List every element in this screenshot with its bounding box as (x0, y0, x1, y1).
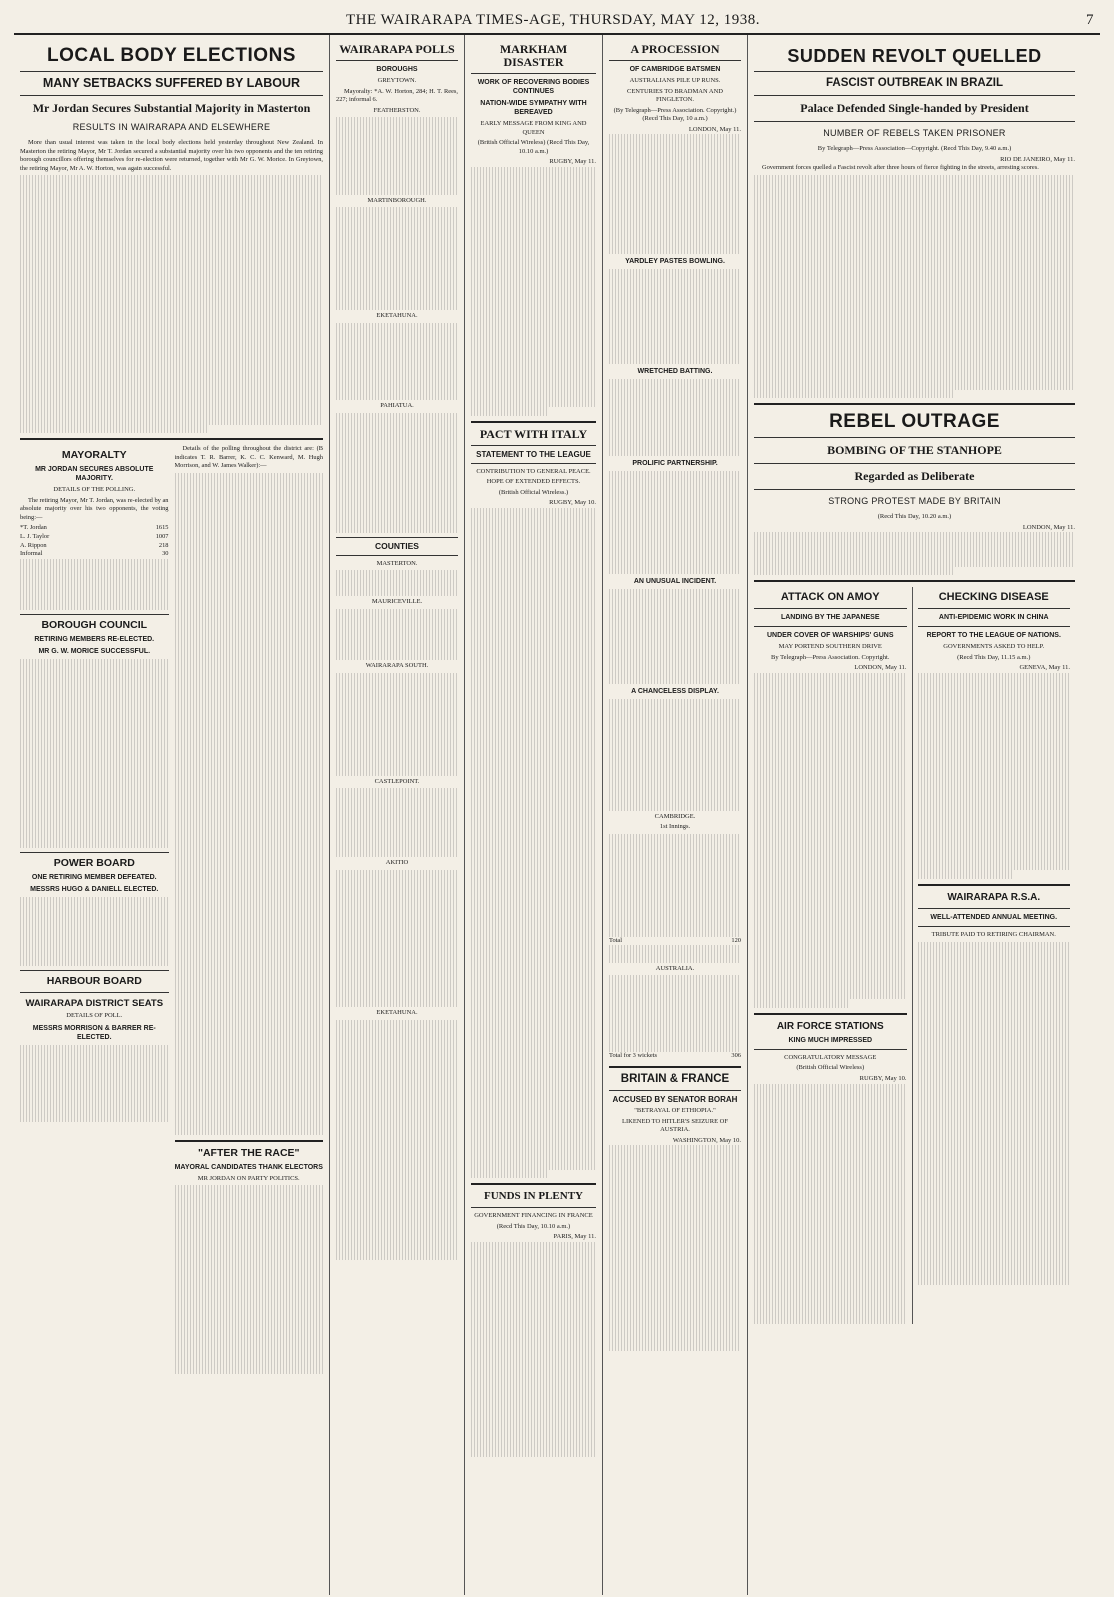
subhead-king-impressed: KING MUCH IMPRESSED (788, 1036, 873, 1044)
scorecard-australia: AUSTRALIA. (655, 964, 695, 972)
deck-results: RESULTS IN WAIRARAPA AND ELSEWHERE (72, 122, 271, 132)
heading-akitio: AKITIO (385, 859, 409, 867)
subhead-annual-meeting: WELL-ATTENDED ANNUAL MEETING. (930, 914, 1058, 922)
wire-credit: By Telegraph—Press Association. Copyright. (771, 653, 890, 661)
headline-wairarapa-rsa: WAIRARAPA R.S.A. (947, 892, 1041, 904)
dateline: LONDON, May 11. (688, 125, 741, 133)
dateline: RUGBY, May 10. (549, 499, 596, 507)
vote-row: A. Rippon 218 (20, 541, 169, 549)
subhead-prolific-partnership: PROLIFIC PARTNERSHIP. (632, 460, 718, 468)
vote-row: *T. Jordan 1615 (20, 524, 169, 532)
wire-credit: (British Official Wireless) (796, 1064, 865, 1072)
subhead-absolute-majority: MR JORDAN SECURES ABSOLUTE MAJORITY. (35, 466, 154, 483)
headline-checking-disease: CHECKING DISEASE (938, 591, 1049, 604)
page-number: 7 (1086, 12, 1094, 28)
heading-martinborough: MARTINBOROUGH. (367, 196, 427, 204)
subhead-betrayal: "BETRAYAL OF ETHIOPIA." (634, 1107, 716, 1114)
column-foreign-news (748, 35, 1081, 1595)
subhead-setbacks: MANY SETBACKS SUFFERED BY LABOUR (42, 76, 301, 90)
dateline: RIO DE JANEIRO, May 11. (1000, 155, 1075, 163)
headline-sudden-revolt: SUDDEN REVOLT QUELLED (787, 46, 1042, 66)
column-wairarapa-polls (330, 35, 465, 1595)
details-of-polling: DETAILS OF THE POLLING. (53, 486, 136, 494)
heading-wairarapa-south: WAIRARAPA SOUTH. (365, 662, 429, 670)
heading-masterton: MASTERTON. (376, 559, 418, 567)
wire-credit: (Recd This Day, 10.10 a.m.) (496, 1222, 571, 1230)
greytown-text: Mayoralty: *A. W. Horton, 284; H. T. Rees, 227; informal 6. (336, 87, 458, 104)
headline-air-force-stations: AIR FORCE STATIONS (776, 1020, 884, 1032)
dateline: PARIS, May 11. (553, 1233, 596, 1241)
subhead-one-defeated: ONE RETIRING MEMBER DEFEATED. (31, 874, 157, 882)
headline-rebel-outrage: REBEL OUTRAGE (829, 411, 1000, 433)
subhead-anti-epidemic: ANTI-EPIDEMIC WORK IN CHINA (938, 614, 1049, 622)
scorecard-first-innings: 1st Innings. (659, 823, 691, 831)
subhead-australians-runs: AUSTRALIANS PILE UP RUNS. (629, 77, 721, 84)
heading-eketahuna: EKETAHUNA. (376, 312, 418, 320)
headline-local-body-elections: LOCAL BODY ELECTIONS (47, 45, 296, 66)
wire-credit: (Recd This Day, 10.20 a.m.) (877, 513, 952, 521)
subhead-thank-electors: MAYORAL CANDIDATES THANK ELECTORS (174, 1163, 323, 1171)
subhead-king-and-queen: EARLY MESSAGE FROM KING AND QUEEN (480, 120, 587, 136)
heading-featherston: FEATHERSTON. (373, 106, 421, 114)
subhead-congratulatory: CONGRATULATORY MESSAGE (784, 1053, 877, 1061)
subhead-governments-help: GOVERNMENTS ASKED TO HELP. (943, 643, 1045, 651)
heading-pahiatua: PAHIATUA. (380, 402, 414, 409)
subhead-cambridge-batsmen: OF CAMBRIDGE BATSMEN (629, 66, 721, 73)
dateline: GENEVA, May 11. (1019, 664, 1070, 672)
polling-table-section (175, 445, 324, 1374)
headline-britain-france: BRITAIN & FRANCE (620, 1073, 730, 1085)
subhead-jordan: Mr Jordan Secures Substantial Majority in Masterton (32, 101, 311, 115)
heading-mauriceville: MAURICEVILLE. (371, 598, 423, 606)
subhead-deliberate: Regarded as Deliberate (854, 469, 975, 484)
heading-greytown: GREYTOWN. (377, 77, 417, 84)
subhead-palace-defended: Palace Defended Single-handed by President (800, 101, 1029, 115)
subhead-landing-japanese: LANDING BY THE JAPANESE (780, 614, 880, 622)
subhead-hugo-daniell: MESSRS HUGO & DANIELL ELECTED. (30, 886, 159, 894)
subhead-statement-league: STATEMENT TO THE LEAGUE (476, 449, 591, 459)
subhead-nationwide-sympathy: NATION-WIDE SYMPATHY WITH BEREAVED (480, 100, 587, 116)
dateline: LONDON, May 11. (854, 664, 907, 672)
headline-wairarapa-polls: WAIRARAPA POLLS (339, 42, 455, 56)
heading-castlepoint: CASTLEPOINT. (374, 777, 420, 785)
heading-borough-council: BOROUGH COUNCIL (41, 619, 148, 632)
headline-a-procession: A PROCESSION (630, 42, 720, 56)
scorecard-cambridge: CAMBRIDGE. (654, 812, 696, 820)
heading-harbour-board: HARBOUR BOARD (46, 975, 142, 988)
masthead (14, 10, 1100, 35)
heading-boroughs: BOROUGHS (376, 66, 418, 73)
column-markham-disaster (465, 35, 603, 1595)
subhead-recovering-bodies: WORK OF RECOVERING BODIES CONTINUES (477, 79, 590, 95)
subhead-morrison-barrer: MESSRS MORRISON & BARRER RE-ELECTED. (32, 1024, 156, 1041)
subhead-senator-borah: ACCUSED BY SENATOR BORAH (612, 1095, 738, 1104)
subhead-party-politics: MR JORDAN ON PARTY POLITICS. (197, 1174, 300, 1182)
vote-row: L. J. Taylor 1007 (20, 533, 169, 541)
dateline: WASHINGTON, May 10. (672, 1136, 741, 1144)
mayoralty-text: The retiring Mayor, Mr T. Jordan, was re-elected by an absolute majority over his two opponents, the voting being:— (20, 496, 169, 521)
details-of-poll: DETAILS OF POLL. (66, 1012, 123, 1020)
subhead-hitler-austria: LIKENED TO HITLER'S SEIZURE OF AUSTRIA. (621, 1117, 728, 1133)
heading-counties: COUNTIES (375, 540, 419, 551)
subhead-retiring-chairman: TRIBUTE PAID TO RETIRING CHAIRMAN. (931, 931, 1056, 939)
article-body-filler (20, 175, 323, 433)
dateline: RUGBY, May 11. (549, 158, 596, 165)
wire-credit: (British Official Wireless.) (498, 488, 569, 496)
wire-credit: (By Telegraph—Press Association. Copyright.) (Recd This Day, 10 a.m.) (613, 106, 737, 122)
subhead-fascist-outbreak: FASCIST OUTBREAK IN BRAZIL (826, 77, 1003, 89)
deck-strong-protest: STRONG PROTEST MADE BY BRITAIN (828, 496, 1001, 507)
lower-two-columns (754, 587, 1075, 1324)
headline-pact-with-italy: PACT WITH ITALY (479, 426, 588, 441)
wire-credit: (British Official Wireless) (Recd This Day, 10.10 a.m.) (477, 139, 590, 155)
heading-power-board: POWER BOARD (53, 857, 135, 870)
subhead-league-report: REPORT TO THE LEAGUE OF NATIONS. (926, 632, 1061, 640)
revolt-lead: Government forces quelled a Fascist revolt after three hours of fierce fighting in the streets, arresting scores. (762, 164, 1039, 172)
amoy-section (754, 587, 913, 1324)
polling-intro: Details of the polling throughout the district are: (B indicates T. R. Barrer, K. C. C. Kenward, M. Hugh Morrison, and W. James Walker):— (174, 445, 323, 470)
columns (14, 35, 1100, 1595)
subhead-extended-effects: HOPE OF EXTENDED EFFECTS. (486, 478, 581, 486)
subhead-warships-guns: UNDER COVER OF WARSHIPS' GUNS (766, 632, 894, 640)
subhead-general-peace: CONTRIBUTION TO GENERAL PEACE. (476, 467, 591, 475)
column-cricket (603, 35, 748, 1595)
dateline: RUGBY, May 10. (859, 1074, 907, 1082)
mayoralty-section (20, 445, 169, 1374)
subhead-southern-drive: MAY PORTEND SOUTHERN DRIVE (778, 643, 882, 651)
scorecard-aus-total: Total for 3 wickets 306 (609, 1052, 741, 1060)
checking-disease-section (913, 587, 1076, 1324)
deck-rebels-prisoner: NUMBER OF REBELS TAKEN PRISONER (823, 128, 1006, 138)
subhead-centuries: CENTURIES TO BRADMAN AND FINGLETON. (626, 87, 723, 103)
heading-after-the-race: "AFTER THE RACE" (197, 1146, 300, 1159)
subhead-yardley: YARDLEY PASTES BOWLING. (625, 258, 725, 266)
lower-split (20, 445, 323, 1374)
subhead-stanhope: BOMBING OF THE STANHOPE (827, 443, 1002, 458)
headline-attack-on-amoy: ATTACK ON AMOY (780, 591, 880, 604)
subhead-chanceless-display: A CHANCELESS DISPLAY. (631, 687, 719, 695)
subhead-morice: MR G. W. MORICE SUCCESSFUL. (38, 648, 151, 656)
headline-markham-disaster: MARKHAM DISASTER (499, 42, 568, 69)
lead-paragraph: More than usual interest was taken in the local body elections held yesterday throughout New Zealand. In Masterton the retiring Mayor, Mr T. Jordan secured a substantial majority over his two opponents and the ten retiring borough councillors offering themselves for re-election were returned, together with Mr G. W. Morice. In Greytown, the retiring Mayor, Mr A. W. Horton, was again successful. (20, 139, 323, 172)
headline-funds-in-plenty: FUNDS IN PLENTY (483, 1190, 583, 1203)
masthead-title: THE WAIRARAPA TIMES-AGE, THURSDAY, MAY 12, 1938. (345, 12, 761, 28)
subhead-retiring-members: RETIRING MEMBERS RE-ELECTED. (34, 636, 155, 644)
subhead-financing-france: GOVERNMENT FINANCING IN FRANCE (474, 1212, 593, 1220)
subhead-wretched-batting: WRETCHED BATTING. (637, 367, 713, 375)
heading-mayoralty: MAYORALTY (61, 449, 127, 462)
wire-credit: By Telegraph—Press Association—Copyright. (Recd This Day, 9.40 a.m.) (817, 145, 1012, 152)
heading-eketahuna-county: EKETAHUNA. (376, 1009, 418, 1017)
heading-district-seats: WAIRARAPA DISTRICT SEATS (25, 998, 164, 1010)
vote-row: Informal 30 (20, 550, 169, 558)
dateline: LONDON, May 11. (1022, 523, 1075, 531)
scorecard-total: Total 120 (609, 936, 741, 944)
wire-credit: (Recd This Day, 11.15 a.m.) (957, 653, 1031, 661)
subhead-unusual-incident: AN UNUSUAL INCIDENT. (633, 578, 717, 586)
column-local-body-elections (14, 35, 330, 1595)
